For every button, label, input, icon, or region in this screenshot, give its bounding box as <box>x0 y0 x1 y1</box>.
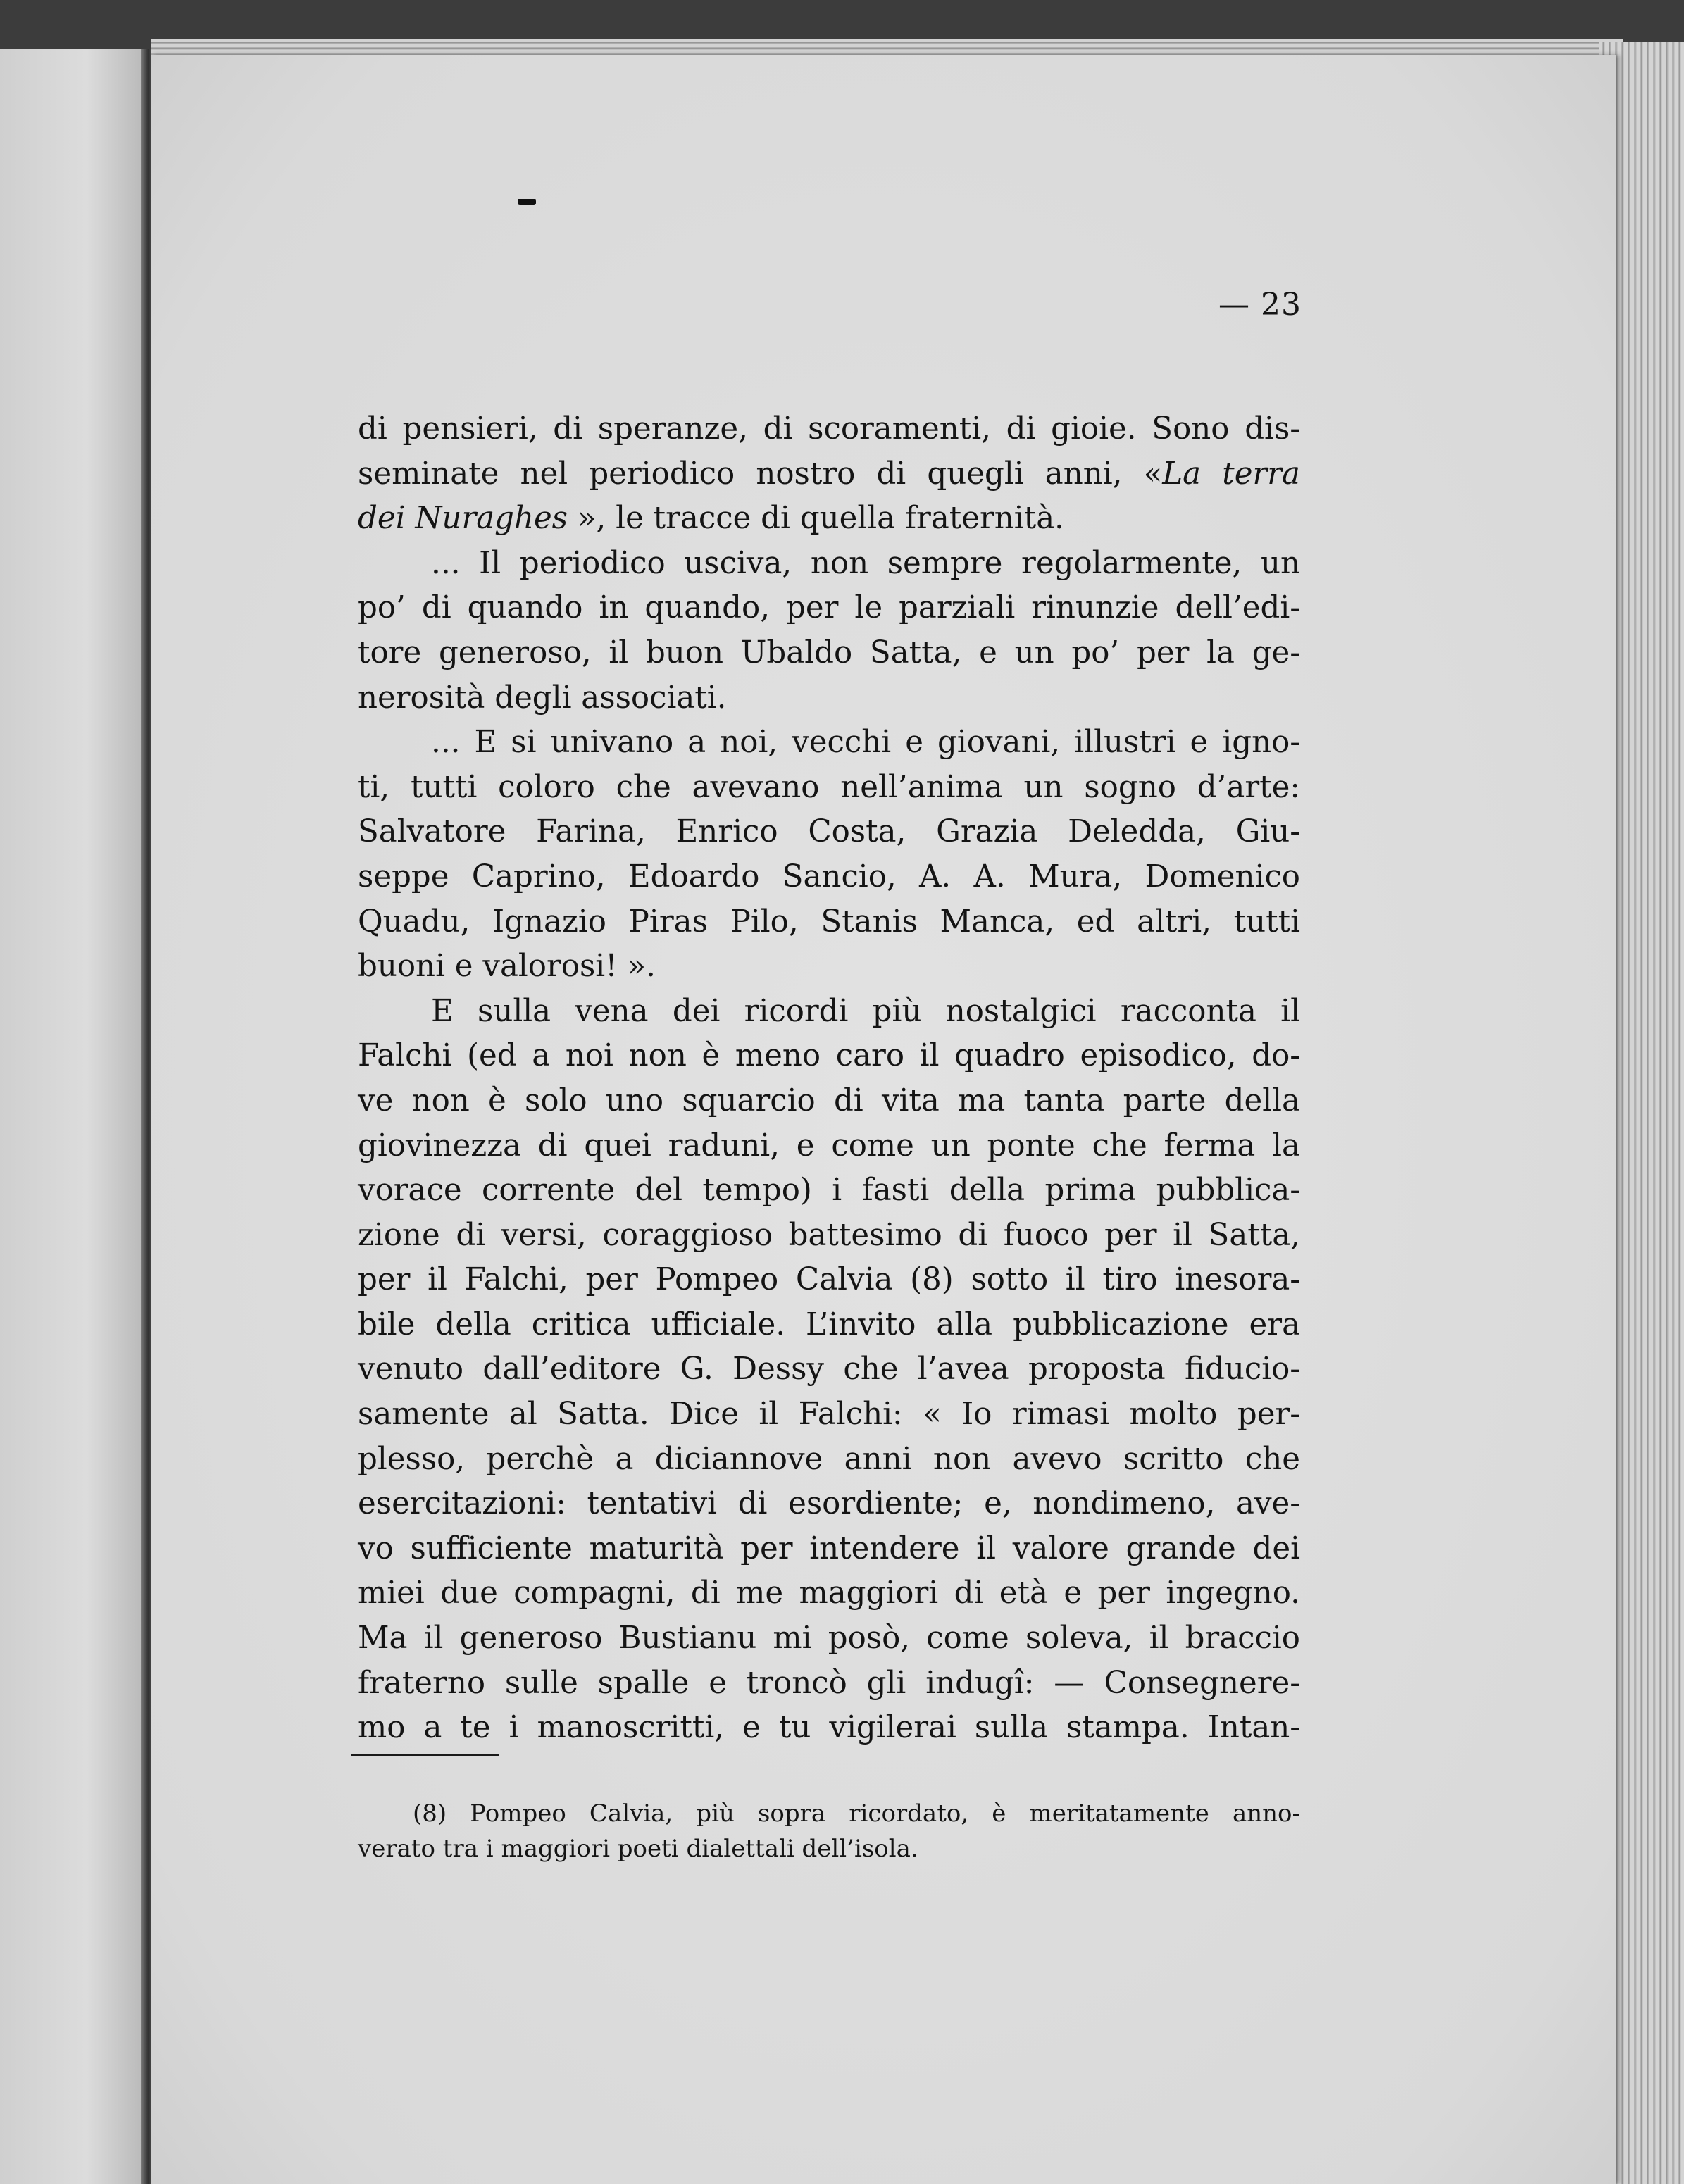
footnote-rule <box>351 1754 499 1756</box>
italic-title: dei Nuraghes <box>358 501 568 537</box>
text-line: E sulla vena dei ricordi più nostalgici racconta il <box>431 993 1300 1029</box>
text-line: fraterno sulle spalle e troncò gli indugî: — Consegnere- <box>358 1665 1300 1701</box>
text-line: vorace corrente del tempo) i fasti della prima pubblica- <box>358 1173 1300 1209</box>
text-line: esercitazioni: tentativi di esordiente; e, nondimeno, ave- <box>358 1486 1300 1522</box>
page-number: — 23 <box>1218 287 1302 323</box>
text-line: zione di versi, coraggioso battesimo di fuoco per il Satta, <box>358 1217 1300 1253</box>
text-line: samente al Satta. Dice il Falchi: « Io rimasi molto per- <box>358 1397 1300 1433</box>
text-fragment: seminate nel periodico nostro di quegli anni, « <box>358 456 1163 492</box>
text-line: Ma il generoso Bustianu mi posò, come soleva, il braccio <box>358 1621 1300 1656</box>
footnote-line: verato tra i maggiori poeti dialettali dell’isola. <box>358 1835 918 1863</box>
text-line: seppe Caprino, Edoardo Sancio, A. A. Mura, Domenico <box>358 859 1300 894</box>
footnote <box>358 1796 1300 1866</box>
italic-title: La terra <box>1162 456 1300 492</box>
text-line: miei due compagni, di me maggiori di età e per ingegno. <box>358 1575 1300 1611</box>
text-line: tore generoso, il buon Ubaldo Satta, e un po’ per la ge- <box>358 635 1300 670</box>
ink-speck <box>518 199 536 205</box>
text-line: bile della critica ufficiale. L’invito alla pubblicazione era <box>358 1306 1300 1342</box>
text-line: di pensieri, di speranze, di scoramenti, di gioie. Sono dis- <box>358 411 1300 447</box>
text-line: po’ di quando in quando, per le parziali rinunzie dell’edi- <box>358 590 1300 626</box>
text-line: venuto dall’editore G. Dessy che l’avea proposta fiducio- <box>358 1352 1300 1387</box>
text-line: buoni e valorosi! ». <box>358 949 656 985</box>
text-line: nerosità degli associati. <box>358 680 727 716</box>
text-fragment: », le tracce di quella fraternità. <box>568 501 1064 537</box>
text-line <box>358 497 1300 542</box>
text-line: ve non è solo uno squarcio di vita ma tanta parte della <box>358 1082 1300 1118</box>
body-text <box>358 407 1300 1751</box>
text-line: Salvatore Farina, Enrico Costa, Grazia Deledda, Giu- <box>358 814 1300 850</box>
text-line: giovinezza di quei raduni, e come un ponte che ferma la <box>358 1128 1300 1163</box>
text-line: vo sufficiente maturità per intendere il valore grande dei <box>358 1530 1300 1566</box>
text-line: ... E si univano a noi, vecchi e giovani, illustri e igno- <box>431 725 1300 761</box>
text-line <box>358 452 1300 497</box>
text-line: mo a te i manoscritti, e tu vigilerai sulla stampa. Intan- <box>358 1710 1300 1746</box>
facing-page-edge <box>0 49 144 2184</box>
text-line: Falchi (ed a noi non è meno caro il quadro episodico, do- <box>358 1038 1300 1074</box>
footnote-line: (8) Pompeo Calvia, più sopra ricordato, è meritatamente anno- <box>413 1799 1300 1828</box>
text-line: ti, tutti coloro che avevano nell’anima un sogno d’arte: <box>358 769 1300 805</box>
text-line: Quadu, Ignazio Piras Pilo, Stanis Manca, ed altri, tutti <box>358 904 1300 940</box>
text-line: plesso, perchè a diciannove anni non avevo scritto che <box>358 1441 1300 1477</box>
text-line: per il Falchi, per Pompeo Calvia (8) sotto il tiro inesora- <box>358 1262 1300 1298</box>
text-line: ... Il periodico usciva, non sempre regolarmente, un <box>431 545 1300 581</box>
